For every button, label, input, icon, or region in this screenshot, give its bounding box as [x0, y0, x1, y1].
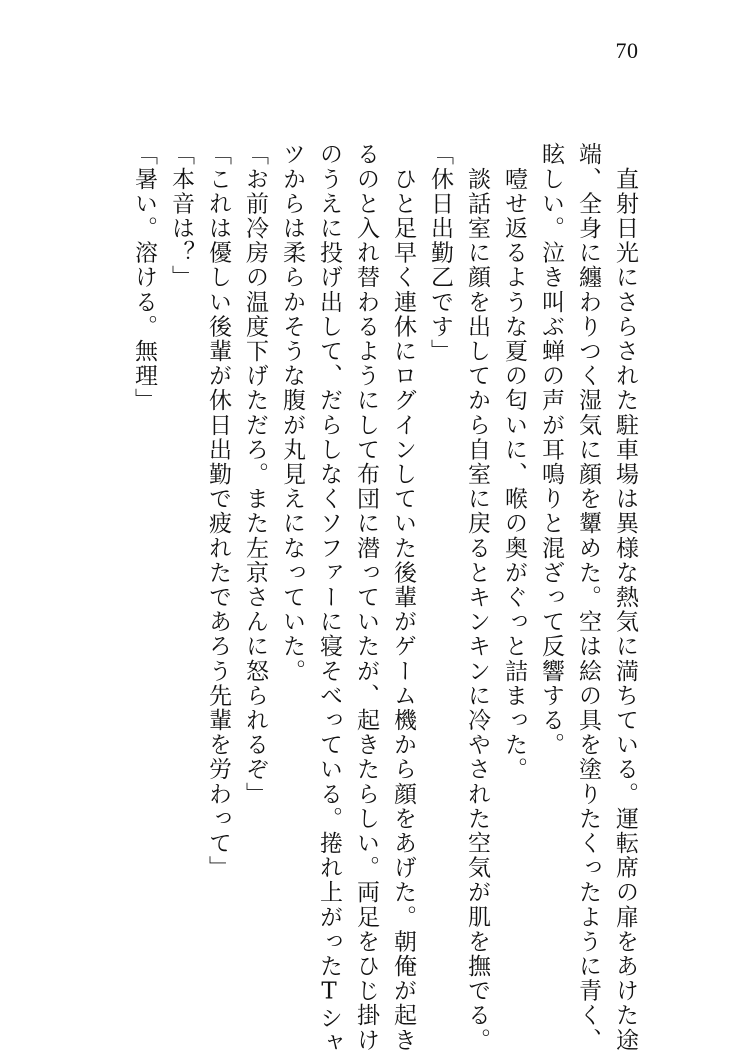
- text-line: 談話室に顔を出してから自室に戻るとキンキンに冷やされた空気が肌を撫でる。: [464, 142, 490, 1053]
- text-line: 噎せ返るような夏の匂いに、喉の奥がぐっと詰まった。: [501, 142, 527, 782]
- text-line: ツからは柔らかそうな腹が丸見えになっていた。: [279, 142, 305, 684]
- text-line: 眩しい。泣き叫ぶ蝉の声が耳鳴りと混ざって反響する。: [538, 142, 564, 757]
- novel-text-body: [110, 142, 640, 1055]
- text-line: 「休日出勤乙です」: [427, 142, 453, 364]
- text-line: 「暑い。溶ける。無理」: [131, 142, 157, 413]
- text-line: 「これは優しい後輩が休日出勤で疲れたであろう先輩を労わって」: [205, 142, 231, 880]
- page-number: 70: [615, 38, 639, 63]
- text-line: るのと入れ替わるようにして布団に潜っていたが、起きたらしい。両足をひじ掛け: [353, 142, 379, 1053]
- text-line: 「お前冷房の温度下げただろ。また左京さんに怒られるぞ」: [242, 142, 268, 807]
- text-line: 直射日光にさらされた駐車場は異様な熱気に満ちている。運転席の扉をあけた途: [612, 142, 638, 1053]
- text-line: 「本音は？」: [168, 142, 194, 290]
- text-line: ひと足早く連休にログインしていた後輩がゲーム機から顔をあげた。朝俺が起き: [390, 142, 416, 1053]
- text-line: 端、全身に纏わりつく湿気に顔を顰めた。空は絵の具を塗りたくったように青く、: [575, 142, 601, 1053]
- text-line: のうえに投げ出して、だらしなくソファーに寝そべっている。捲れ上がったTシャ: [316, 142, 342, 1055]
